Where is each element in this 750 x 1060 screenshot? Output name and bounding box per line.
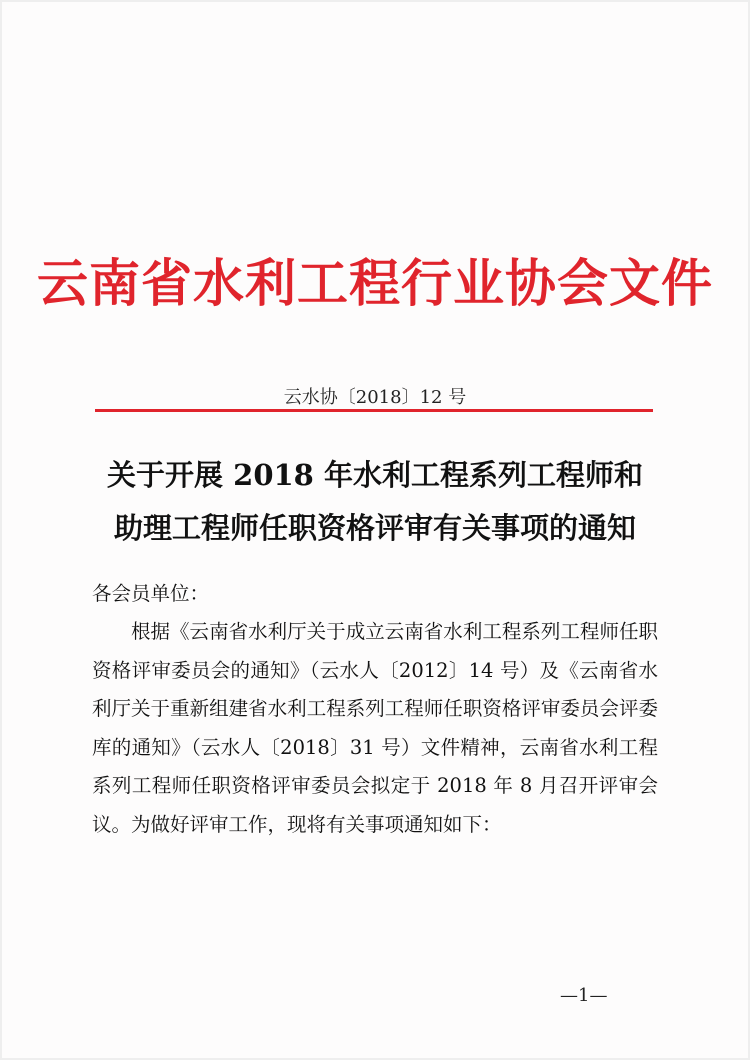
notice-title-line-1: 关于开展 2018 年水利工程系列工程师和 <box>107 458 643 492</box>
notice-title-line-2: 助理工程师任职资格评审有关事项的通知 <box>113 511 636 545</box>
salutation: 各会员单位： <box>92 582 210 605</box>
red-divider-line <box>95 409 653 412</box>
issuer-heading: 云南省水利工程行业协会文件 <box>36 254 713 314</box>
document-number: 云水协〔2018〕12 号 <box>283 387 467 408</box>
page-number: —1— <box>560 985 608 1006</box>
body-paragraph: 根据《云南省水利厅关于成立云南省水利工程系列工程师任职资格评审委员会的通知》（云水人〔2012〕14 号）及《云南省水利厅关于重新组建省水利工程系列工程师任职资格评审委员会评委库的通知》（云水人〔2018〕31 号）文件精神，云南省水利工程系列工程师任职资格评审委员会拟定于 2018 年 8 月召开评审会议。为做好评审工作，现将有关事项通知如下： <box>92 620 658 836</box>
